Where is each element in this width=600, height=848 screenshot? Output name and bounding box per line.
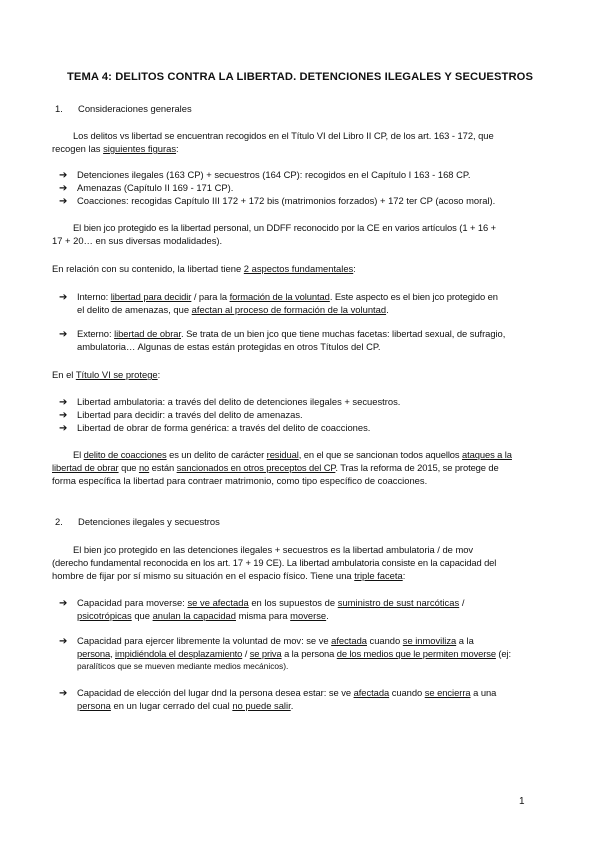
interno-line-1 <box>59 290 498 304</box>
coac-u5: no <box>138 462 150 473</box>
coac-u1: delito de coacciones <box>83 449 167 460</box>
coac-text: están <box>149 462 177 473</box>
facet-3-line-1 <box>59 686 496 700</box>
intro-underlined: siguientes figuras <box>103 143 177 154</box>
s2-line-2: (derecho fundamental reconocida en los art. 17 + 19 CE). La libertad ambulatoria consiste en la capacidad del <box>52 557 497 568</box>
document-title: TEMA 4: DELITOS CONTRA LA LIBERTAD. DETENCIONES ILEGALES Y SECUESTROS <box>66 71 534 83</box>
list-item-text: Libertad de obrar de forma genérica: a través del delito de coacciones. <box>77 422 371 433</box>
facet-3-line-2 <box>77 699 293 712</box>
arrow-icon: ➔ <box>59 196 68 207</box>
interno-line2-end: . <box>386 304 389 315</box>
facet-text: / <box>459 597 465 608</box>
section-2-title: Detenciones ilegales y secuestros <box>78 516 220 527</box>
facet-underlined: se encierra <box>424 687 471 698</box>
section-2-heading <box>55 515 220 528</box>
interno-u1: libertad para decidir <box>110 291 192 302</box>
list-item <box>59 408 303 422</box>
facet-underlined: se inmoviliza <box>402 635 457 646</box>
facet-text: Capacidad para moverse: <box>77 597 188 608</box>
facet-underlined: anulan la capacidad <box>152 610 236 621</box>
facet-text: a la persona <box>281 648 337 659</box>
arrow-icon: ➔ <box>59 183 68 194</box>
interno-u2: formación de la voluntad <box>229 291 330 302</box>
externo-rest: . Se trata de un bien jco que tiene muchas facetas: libertad sexual, de sufragio, <box>180 328 506 339</box>
facet-underlined: persona <box>77 700 111 711</box>
arrow-icon: ➔ <box>59 170 68 181</box>
coac-u4: libertad de obrar <box>52 462 119 473</box>
intro-line-2 <box>52 142 179 155</box>
externo-line-1 <box>59 327 505 341</box>
facet-text: / <box>242 648 250 659</box>
coac-line-3: forma específica la libertad para contraer matrimonio, como tipo específico de coacciones. <box>52 475 428 486</box>
facet-text: Capacidad de elección del lugar dnd la persona desea estar: se ve <box>77 687 354 698</box>
list-item <box>59 421 370 435</box>
aspectos-colon: : <box>353 263 356 274</box>
facet-text: , <box>110 648 116 659</box>
arrow-icon: ➔ <box>59 598 68 609</box>
facet-text: a la <box>456 635 474 646</box>
s2-colon: : <box>402 570 406 581</box>
arrow-icon: ➔ <box>59 688 68 699</box>
bien-line-1: El bien jco protegido es la libertad personal, un DDFF reconocido por la CE en varios artículos (1 + 16 + <box>73 222 497 233</box>
coac-line-1 <box>73 448 512 461</box>
interno-line2-text: el delito de amenazas, que <box>77 304 192 315</box>
facet-underlined: se ve afectada <box>187 597 249 608</box>
facet-underlined: no puede salir <box>232 700 291 711</box>
protege-underlined: Título VI se protege <box>75 369 158 380</box>
section-1-title: Consideraciones generales <box>78 103 192 114</box>
list-item <box>59 194 495 208</box>
arrow-icon: ➔ <box>59 636 68 647</box>
list-item-text: Libertad para decidir: a través del delito de amenazas. <box>77 409 303 420</box>
arrow-icon: ➔ <box>59 329 68 340</box>
section-1-number: 1. <box>55 103 63 114</box>
facet-text: cuando <box>366 635 403 646</box>
facet-text: misma para <box>235 610 291 621</box>
arrow-icon: ➔ <box>59 292 68 303</box>
facet-text: cuando <box>389 687 425 698</box>
aspectos-underlined: 2 aspectos fundamentales <box>243 263 354 274</box>
s2-underlined: triple faceta <box>354 570 403 581</box>
facet-text: . <box>290 700 294 711</box>
list-item-text: Detenciones ilegales (163 CP) + secuestros (164 CP): recogidos en el Capítulo I 163 - 168 CP. <box>77 169 471 180</box>
facet-1-line-1 <box>59 596 464 610</box>
interno-rest: . Este aspecto es el bien jco protegido en <box>329 291 498 302</box>
facet-text: Capacidad para ejercer libremente la voluntad de mov: se ve <box>77 635 332 646</box>
list-item <box>59 395 400 409</box>
protege-colon: : <box>157 369 161 380</box>
facet-underlined: moverse <box>290 610 327 621</box>
facet-underlined: se priva <box>249 648 282 659</box>
intro-line-1: Los delitos vs libertad se encuentran recogidos en el Título VI del Libro II CP, de los art. 163 - 172, que <box>73 130 494 141</box>
externo-label: Externo: <box>77 328 115 339</box>
facet-2-line-2 <box>77 647 511 660</box>
section-1-heading <box>55 102 192 115</box>
externo-u1: libertad de obrar <box>114 328 181 339</box>
facet-underlined: suministro de sust narcóticas <box>337 597 460 608</box>
facet-underlined: psicotrópicas <box>77 610 132 621</box>
facet-text: en los supuestos de <box>248 597 338 608</box>
intro-text: recogen las <box>52 143 101 154</box>
facet-text: que <box>131 610 153 621</box>
coac-text: que <box>118 462 139 473</box>
arrow-icon: ➔ <box>59 410 68 421</box>
s2-text: hombre de fijar por sí mismo su situación en el espacio físico. Tiene una <box>52 570 355 581</box>
facet-2-line-1 <box>59 634 474 648</box>
list-item-text: Amenazas (Capítulo II 169 - 171 CP). <box>77 182 234 193</box>
coac-u6: sancionados en otros preceptos del CP <box>176 462 336 473</box>
facet-underlined: afectada <box>331 635 367 646</box>
coac-text: , en el que se sancionan todos aquellos <box>298 449 463 460</box>
list-item-text: Libertad ambulatoria: a través del delito de detenciones ilegales + secuestros. <box>77 396 401 407</box>
s2-line-3 <box>52 569 405 582</box>
facet-2-line-3: paralíticos que se mueven mediante medios mecánicos). <box>77 661 289 671</box>
facet-underlined: de los medios que le permiten moverse <box>336 648 496 659</box>
protege-text: En el <box>52 369 76 380</box>
facet-text: a una <box>470 687 497 698</box>
aspectos-line <box>52 262 356 275</box>
coac-line-2 <box>52 461 499 474</box>
interno-line-2 <box>77 303 389 316</box>
facet-text: (ej: <box>495 648 511 659</box>
aspectos-text: En relación con su contenido, la libertad tiene <box>52 263 242 274</box>
protege-line <box>52 368 160 381</box>
section-2-number: 2. <box>55 516 63 527</box>
bien-line-2: 17 + 20… en sus diversas modalidades). <box>52 235 223 246</box>
list-item-text: Coacciones: recogidas Capítulo III 172 + 172 bis (matrimonios forzados) + 172 ter CP (acoso moral). <box>77 195 496 206</box>
interno-label: Interno: <box>77 291 109 302</box>
arrow-icon: ➔ <box>59 397 68 408</box>
coac-text: El <box>73 449 84 460</box>
facet-text: en un lugar cerrado del cual <box>110 700 233 711</box>
interno-line2-underlined: afectan al proceso de formación de la voluntad <box>191 304 387 315</box>
facet-underlined: persona <box>77 648 111 659</box>
interno-mid: / para la <box>191 291 230 302</box>
coac-text: es un delito de carácter <box>166 449 267 460</box>
coac-u2: residual <box>266 449 299 460</box>
facet-text: . <box>326 610 329 621</box>
facet-1-line-2 <box>77 609 329 622</box>
s2-line-1: El bien jco protegido en las detenciones ilegales + secuestros es la libertad ambulatoria / de mov <box>73 544 474 555</box>
arrow-icon: ➔ <box>59 423 68 434</box>
list-item <box>59 168 471 182</box>
coac-text: . Tras la reforma de 2015, se protege de <box>335 462 499 473</box>
list-item <box>59 181 233 195</box>
facet-underlined: afectada <box>353 687 390 698</box>
intro-colon: : <box>176 143 179 154</box>
facet-underlined: impidiéndola el desplazamiento <box>115 648 243 659</box>
page-number: 1 <box>519 796 525 807</box>
externo-line-2: ambulatoria… Algunas de estas están protegidas en otros Títulos del CP. <box>77 341 381 352</box>
coac-u3: ataques a la <box>462 449 512 460</box>
